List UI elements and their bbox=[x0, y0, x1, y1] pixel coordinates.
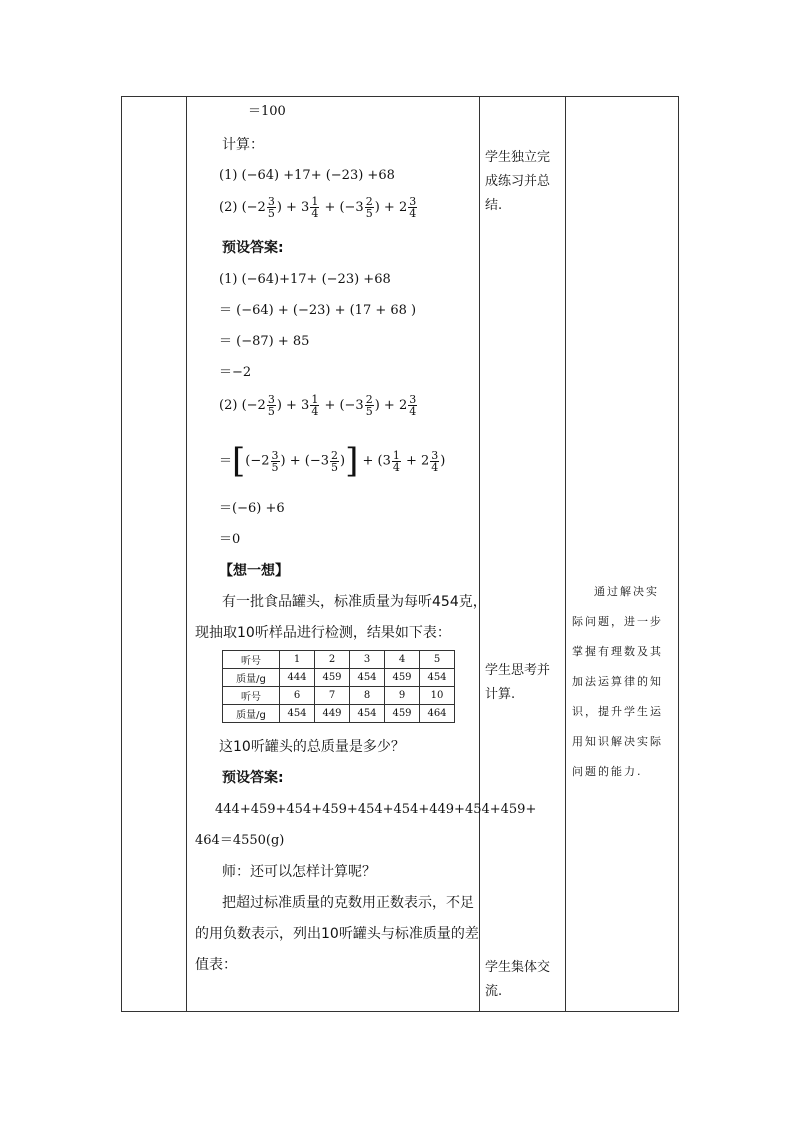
table-row bbox=[223, 705, 455, 723]
fraction: $\frac{3}{4}$ bbox=[409, 195, 417, 220]
table-cell: 8 bbox=[350, 687, 385, 705]
expr-part: ) bbox=[340, 453, 346, 469]
answer-label-2: 预设答案: bbox=[222, 770, 284, 786]
expr-part: ) bbox=[440, 453, 446, 469]
lesson-table-frame bbox=[121, 96, 679, 1012]
paragraph-1-line-1: 有一批食品罐头，标准质量为每听454克， bbox=[222, 594, 487, 610]
bracket-close: ] bbox=[345, 441, 359, 481]
fraction: $\frac{1}{4}$ bbox=[311, 393, 319, 418]
table-cell: 454 bbox=[350, 669, 385, 687]
table-row bbox=[223, 687, 455, 705]
column-divider-3 bbox=[565, 97, 566, 1011]
table-cell: 454 bbox=[420, 669, 455, 687]
intent-line: 识，提升学生运 bbox=[572, 705, 663, 718]
expr-part: ) + 3 bbox=[276, 200, 310, 215]
answer-1-line-3: ＝ (−87) + 85 bbox=[219, 334, 310, 349]
table-cell: 6 bbox=[280, 687, 315, 705]
calc-label: 计算： bbox=[222, 137, 264, 153]
expr-part: ) + 2 bbox=[374, 200, 408, 215]
expr-part: + (3 bbox=[358, 453, 391, 469]
intent-line: 问题的能力. bbox=[572, 765, 643, 778]
question-2-prefix: (2) bbox=[219, 200, 238, 215]
activity-line: 结. bbox=[485, 198, 503, 213]
intent-line: 掌握有理数及其 bbox=[572, 645, 663, 658]
sum-line-1: 444+459+454+459+454+454+449+454+459+ bbox=[215, 802, 537, 817]
fraction: $\frac{2}{5}$ bbox=[365, 393, 373, 418]
activity-line: 学生独立完 bbox=[485, 150, 551, 165]
expr-part: ) + 3 bbox=[276, 398, 310, 413]
intent-line: 用知识解决实际 bbox=[572, 735, 663, 748]
teacher-question: 师：还可以怎样计算呢？ bbox=[222, 864, 376, 880]
question-1: (1) (−64) +17+ (−23) +68 bbox=[219, 168, 395, 183]
fraction: $\frac{1}{4}$ bbox=[392, 448, 400, 474]
table-cell: 2 bbox=[315, 651, 350, 669]
table-cell-label: 听号 bbox=[223, 687, 280, 705]
fraction: $\frac{3}{4}$ bbox=[409, 393, 417, 418]
expr-part: (−2 bbox=[245, 453, 270, 469]
table-cell: 459 bbox=[385, 705, 420, 723]
table-cell: 459 bbox=[385, 669, 420, 687]
bracket-open: [ bbox=[232, 441, 246, 481]
table-cell: 444 bbox=[280, 669, 315, 687]
table-cell: 5 bbox=[420, 651, 455, 669]
intent-line: 际问题，进一步 bbox=[572, 615, 663, 628]
activity-line: 成练习并总 bbox=[485, 174, 551, 189]
expr-part: + (−3 bbox=[320, 200, 364, 215]
expr-part: + (−3 bbox=[320, 398, 364, 413]
student-activity-1 bbox=[485, 146, 550, 218]
table-cell: 454 bbox=[350, 705, 385, 723]
sample-table bbox=[222, 650, 455, 723]
answer-2-prefix: (2) bbox=[219, 398, 238, 413]
fraction: $\frac{3}{5}$ bbox=[271, 448, 279, 474]
table-cell: 459 bbox=[315, 669, 350, 687]
answer-2-line-2 bbox=[219, 441, 446, 481]
answer-2-line-4: ＝0 bbox=[219, 532, 241, 547]
expr-part: ) + (−3 bbox=[280, 453, 329, 469]
table-cell-label: 质量/g bbox=[223, 705, 280, 723]
answer-2-line-3: ＝(−6) +6 bbox=[219, 501, 285, 516]
column-divider-1 bbox=[186, 97, 187, 1011]
table-cell: 7 bbox=[315, 687, 350, 705]
expr-part: + 2 bbox=[401, 453, 430, 469]
eq-100: ＝100 bbox=[248, 104, 286, 119]
answer-1-line-1: (1) (−64)+17+ (−23) +68 bbox=[219, 272, 391, 287]
fraction: $\frac{3}{4}$ bbox=[431, 448, 439, 474]
paragraph-2-line-1: 把超过标准质量的克数用正数表示，不足 bbox=[222, 895, 474, 911]
fraction: $\frac{3}{5}$ bbox=[267, 393, 275, 418]
expr-part: ＝ bbox=[219, 453, 233, 469]
column-divider-2 bbox=[479, 97, 480, 1011]
activity-line: 学生集体交 bbox=[485, 960, 551, 975]
paragraph-1-line-2: 现抽取10听样品进行检测，结果如下表： bbox=[195, 625, 451, 641]
fraction: $\frac{2}{5}$ bbox=[331, 448, 338, 474]
table-cell: 464 bbox=[420, 705, 455, 723]
table-cell: 10 bbox=[420, 687, 455, 705]
intent-line: 加法运算律的知 bbox=[572, 675, 663, 688]
think-title: 【想一想】 bbox=[219, 563, 289, 579]
table-cell-label: 听号 bbox=[223, 651, 280, 669]
answer-2-line-1 bbox=[219, 394, 418, 417]
table-cell: 4 bbox=[385, 651, 420, 669]
fraction: $\frac{2}{5}$ bbox=[365, 195, 373, 220]
expr-part: (−2 bbox=[241, 398, 266, 413]
design-intent bbox=[572, 577, 674, 787]
answer-label-1: 预设答案: bbox=[222, 240, 284, 256]
table-row bbox=[223, 669, 455, 687]
question-total-mass: 这10听罐头的总质量是多少？ bbox=[219, 739, 405, 755]
answer-1-line-2: ＝ (−64) + (−23) + (17 + 68 ) bbox=[219, 303, 417, 318]
table-row bbox=[223, 651, 455, 669]
activity-line: 流. bbox=[485, 984, 503, 999]
table-cell: 1 bbox=[280, 651, 315, 669]
student-activity-2 bbox=[485, 659, 550, 707]
expr-part: ) + 2 bbox=[374, 398, 408, 413]
answer-1-line-4: ＝−2 bbox=[219, 365, 252, 380]
intent-line: 通过解决实 bbox=[594, 585, 659, 598]
fraction: $\frac{3}{5}$ bbox=[267, 195, 275, 220]
table-cell: 9 bbox=[385, 687, 420, 705]
activity-line: 计算. bbox=[485, 687, 516, 702]
table-cell: 449 bbox=[315, 705, 350, 723]
paragraph-2-line-2: 的用负数表示，列出10听罐头与标准质量的差 bbox=[195, 926, 479, 942]
expr-part: (−2 bbox=[241, 200, 266, 215]
sum-line-2: 464＝4550(g) bbox=[195, 833, 285, 848]
student-activity-3 bbox=[485, 956, 550, 1004]
paragraph-2-line-3: 值表： bbox=[195, 957, 237, 973]
question-2 bbox=[219, 196, 418, 219]
table-cell-label: 质量/g bbox=[223, 669, 280, 687]
table-cell: 3 bbox=[350, 651, 385, 669]
fraction: $\frac{1}{4}$ bbox=[311, 195, 319, 220]
activity-line: 学生思考并 bbox=[485, 663, 551, 678]
table-cell: 454 bbox=[280, 705, 315, 723]
